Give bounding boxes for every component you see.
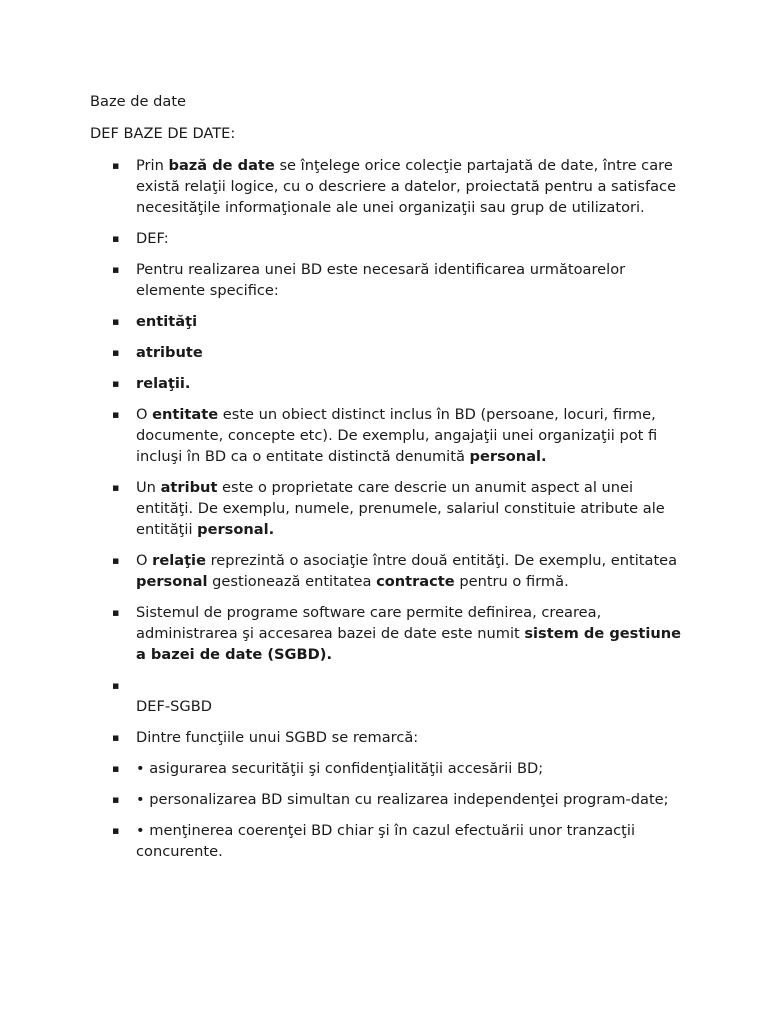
list-item: ▪ DEF-SGBD (90, 675, 690, 717)
bullet-icon: ▪ (112, 481, 120, 494)
bullet-icon: ▪ (112, 159, 120, 172)
list-item: ▪ • personalizarea BD simultan cu realizarea independenţei program-date; (112, 791, 669, 808)
bullet-icon: ▪ (112, 554, 120, 567)
bullet-icon: ▪ (112, 679, 120, 692)
bullet-icon: ▪ (112, 793, 120, 806)
definition-list (90, 155, 690, 862)
bullet-icon: ▪ (112, 346, 120, 359)
bullet-icon: ▪ (112, 408, 120, 421)
list-item: ▪ O relaţie reprezintă o asociaţie între două entităţi. De exemplu, entitatea personal gestionează entitatea contracte pentru o firmă. (112, 552, 678, 590)
list-item: ▪ • asigurarea securităţii şi confidenţialităţii accesării BD; (112, 760, 544, 777)
document-page (90, 91, 690, 872)
section-heading: DEF BAZE DE DATE: (90, 125, 236, 142)
list-item: ▪ Dintre funcţiile unui SGBD se remarcă: (112, 729, 419, 746)
list-item: ▪ Pentru realizarea unei BD este necesară identificarea următoarelor elemente specifice: (112, 261, 626, 299)
list-item: ▪ Sistemul de programe software care permite definirea, crearea, administrarea şi accesarea bazei de date este numit sistem de gestiune a bazei de date (SGBD). (112, 604, 682, 663)
bullet-icon: ▪ (112, 606, 120, 619)
list-item: ▪ Un atribut este o proprietate care descrie un anumit aspect al unei entităţi. De exemplu, numele, prenumele, salariul constituie atribute ale entităţii personal. (112, 479, 665, 538)
bullet-icon: ▪ (112, 824, 120, 837)
bullet-icon: ▪ (112, 263, 120, 276)
list-item: ▪ Prin bază de date se înţelege orice colecţie partajată de date, între care există relaţii logice, cu o descriere a datelor, proiectată pentru a satisface necesităţile informaţionale ale unei organizaţii sau grup de utilizatori. (112, 157, 677, 216)
bullet-icon: ▪ (112, 762, 120, 775)
list-item: ▪ relaţii. (112, 375, 191, 392)
list-item: ▪ DEF: (112, 230, 169, 247)
bullet-icon: ▪ (112, 731, 120, 744)
list-item: ▪ O entitate este un obiect distinct inclus în BD (persoane, locuri, firme, documente, concepte etc). De exemplu, angajaţii unei organizaţii pot fi incluşi în BD ca o entitate distinctă denumită personal. (112, 406, 658, 465)
bullet-icon: ▪ (112, 377, 120, 390)
document-title: Baze de date (90, 93, 187, 110)
bullet-icon: ▪ (112, 315, 120, 328)
list-item: ▪ • menţinerea coerenţei BD chiar şi în cazul efectuării unor tranzacţii concurente. (112, 822, 635, 860)
bullet-icon: ▪ (112, 232, 120, 245)
list-item: ▪ atribute (112, 344, 203, 361)
list-item: ▪ entităţi (112, 313, 198, 330)
